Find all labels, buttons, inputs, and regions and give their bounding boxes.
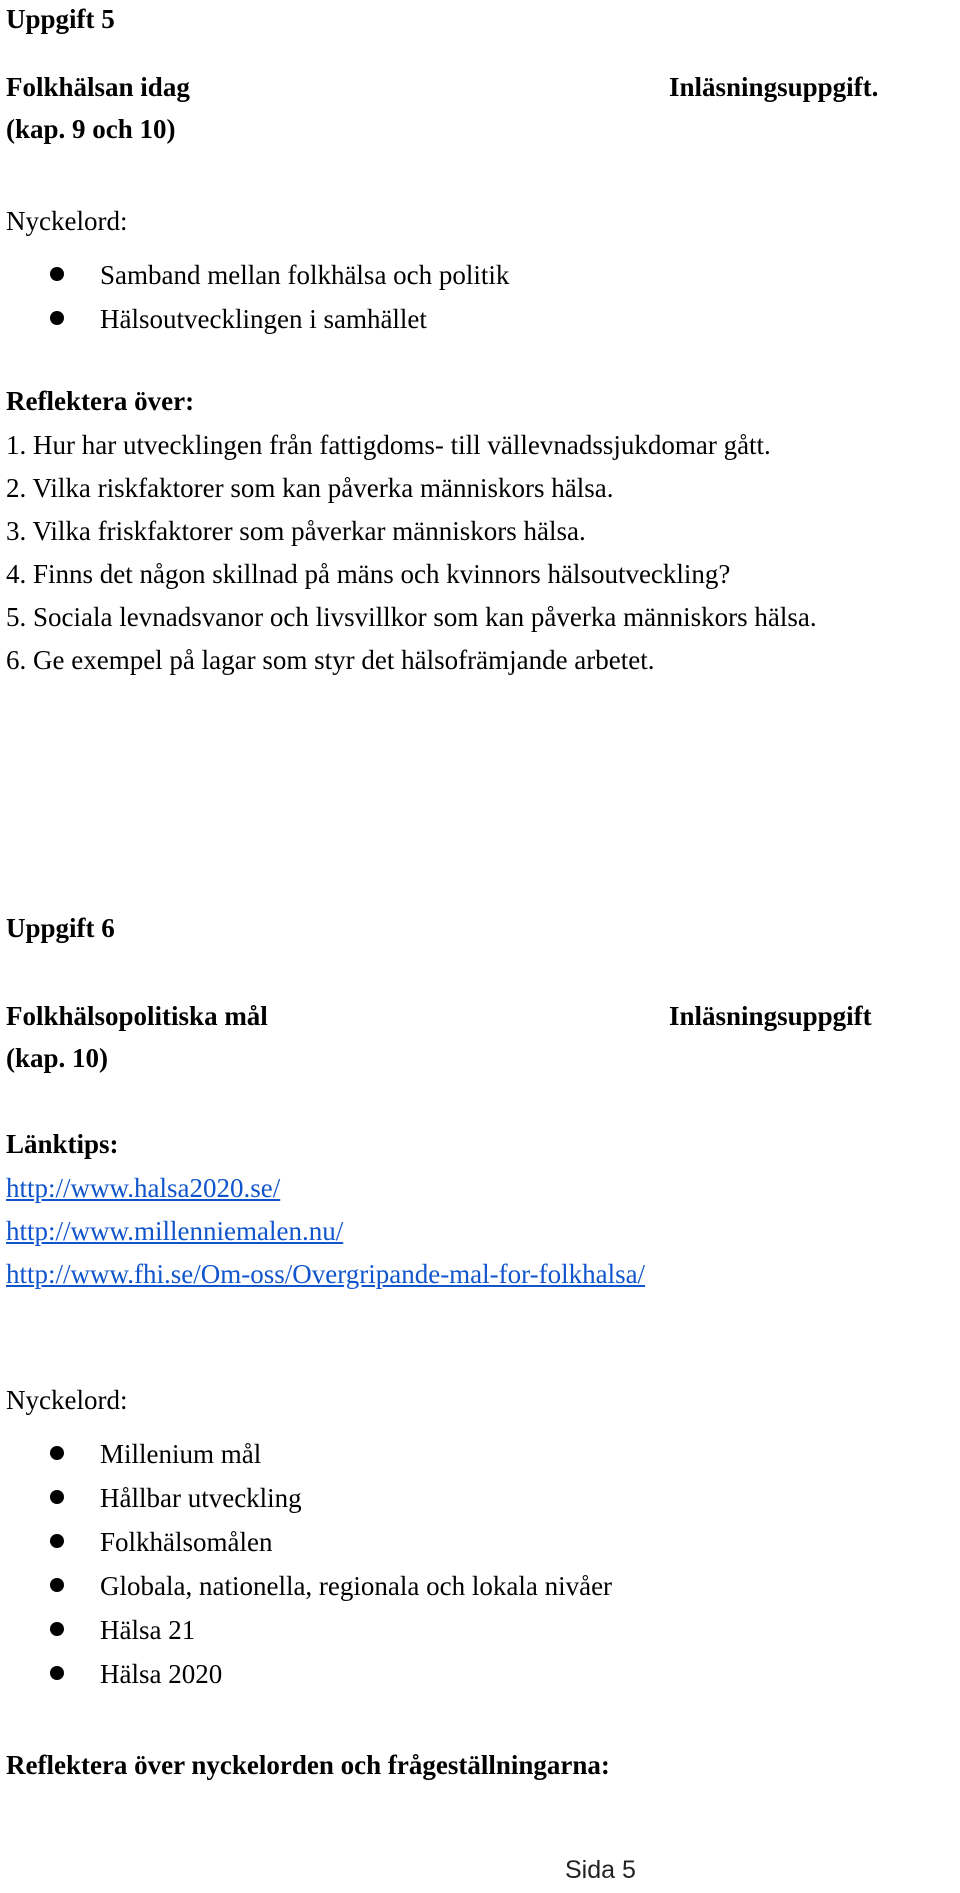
- task6-keyword-item: Folkhälsomålen: [100, 1527, 273, 1557]
- task6-keyword-item: Hållbar utveckling: [100, 1483, 302, 1513]
- task5-reflect-label: Reflektera över:: [6, 386, 195, 416]
- task5-keyword-item: Samband mellan folkhälsa och politik: [100, 260, 510, 290]
- link-halsa2020[interactable]: http://www.halsa2020.se/: [6, 1173, 281, 1203]
- task5-question: 5. Sociala levnadsvanor och livsvillkor som kan påverka människors hälsa.: [6, 602, 817, 632]
- task5-question: 2. Vilka riskfaktorer som kan påverka människors hälsa.: [6, 473, 614, 503]
- link-millenniemalen[interactable]: http://www.millenniemalen.nu/: [6, 1216, 344, 1246]
- task6-keyword-item: Hälsa 21: [100, 1615, 196, 1645]
- task6-heading: Uppgift 6: [6, 913, 115, 943]
- bullet-icon: [50, 1622, 64, 1636]
- task5-keywords-label: Nyckelord:: [6, 206, 128, 236]
- task6-chapters: (kap. 10): [6, 1043, 109, 1073]
- task6-keyword-item: Globala, nationella, regionala och lokala nivåer: [100, 1571, 613, 1601]
- bullet-icon: [50, 1534, 64, 1548]
- task5-chapters: (kap. 9 och 10): [6, 114, 176, 144]
- bullet-icon: [50, 267, 64, 281]
- link-fhi[interactable]: http://www.fhi.se/Om-oss/Overgripande-mal-for-folkhalsa/: [6, 1259, 646, 1289]
- task6-reflect-label: Reflektera över nyckelorden och frågeställningarna:: [6, 1750, 610, 1780]
- task5-title: Folkhälsan idag: [6, 72, 190, 102]
- task6-keyword-item: Millenium mål: [100, 1439, 262, 1469]
- task6-type: Inläsningsuppgift: [669, 1001, 872, 1031]
- bullet-icon: [50, 1666, 64, 1680]
- task5-question: 1. Hur har utvecklingen från fattigdoms- till vällevnadssjukdomar gått.: [6, 430, 771, 460]
- task5-question: 3. Vilka friskfaktorer som påverkar människors hälsa.: [6, 516, 586, 546]
- task5-question: 6. Ge exempel på lagar som styr det hälsofrämjande arbetet.: [6, 645, 655, 675]
- bullet-icon: [50, 311, 64, 325]
- task5-keyword-item: Hälsoutvecklingen i samhället: [100, 304, 427, 334]
- task6-title: Folkhälsopolitiska mål: [6, 1001, 268, 1031]
- bullet-icon: [50, 1446, 64, 1460]
- task6-links-label: Länktips:: [6, 1129, 119, 1159]
- page-number: Sida 5: [565, 1856, 636, 1884]
- task5-type: Inläsningsuppgift.: [669, 72, 879, 102]
- task5-heading: Uppgift 5: [6, 4, 115, 34]
- task6-keywords-label: Nyckelord:: [6, 1385, 128, 1415]
- bullet-icon: [50, 1490, 64, 1504]
- bullet-icon: [50, 1578, 64, 1592]
- task6-keyword-item: Hälsa 2020: [100, 1659, 223, 1689]
- task5-question: 4. Finns det någon skillnad på mäns och kvinnors hälsoutveckling?: [6, 559, 731, 589]
